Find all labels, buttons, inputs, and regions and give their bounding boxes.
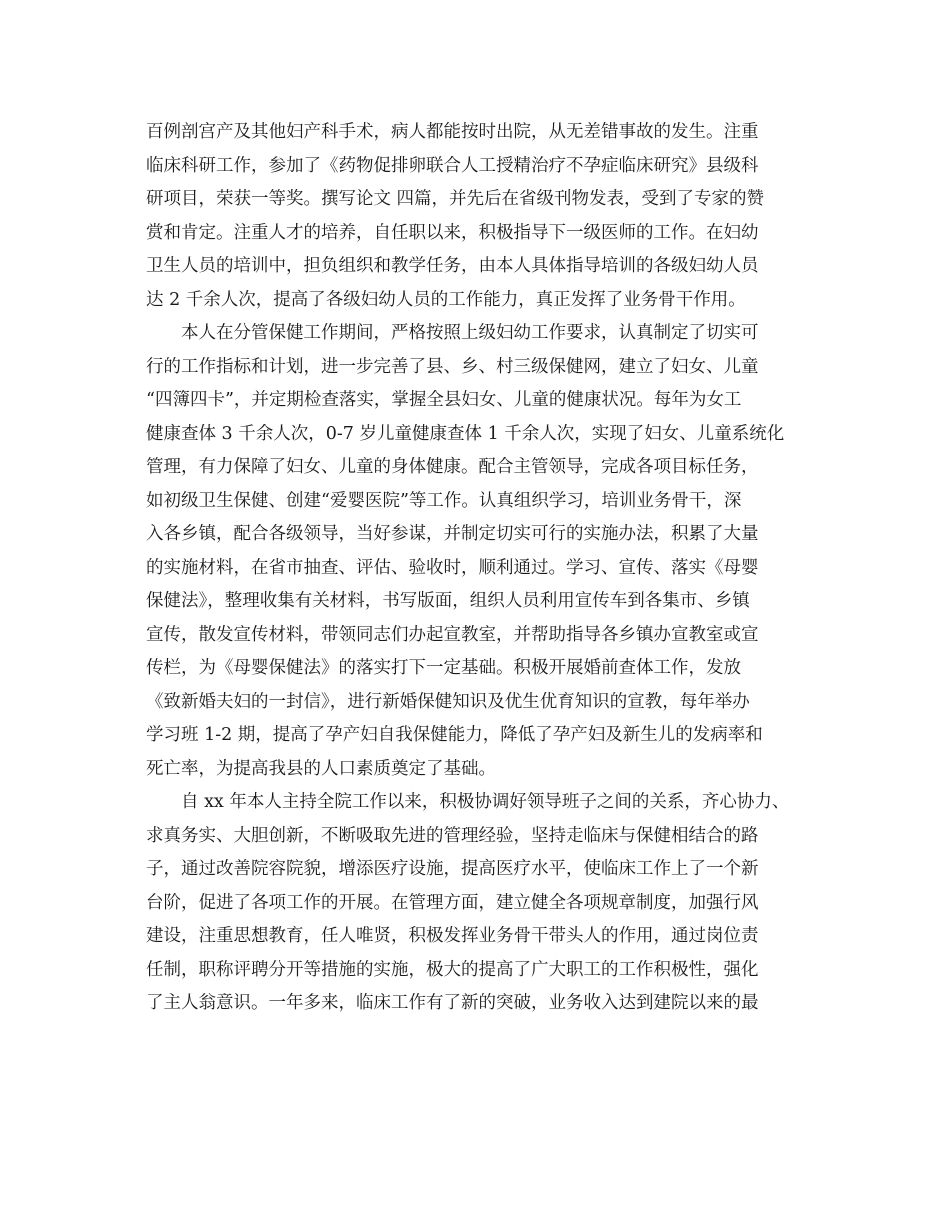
text-line: 百例剖宫产及其他妇产科手术，病人都能按时出院，从无差错事故的发生。注重 [146,122,759,142]
text-line: 台阶，促进了各项工作的开展。在管理方面，建立健全各项规章制度，加强行风 [146,892,759,913]
text-line: 保健法》，整理收集有关材料，书写版面，组织人员利用宣传车到各集市、乡镇 [146,591,750,611]
text-line: 宣传，散发宣传材料，带领同志们办起宣教室，并帮助指导各乡镇办宣教室或宣 [146,624,759,645]
text-line: 死亡率，为提高我县的人口素质奠定了基础。 [146,758,496,779]
text-line: 管理，有力保障了妇女、儿童的身体健康。配合主管领导，完成各项目标任务， [146,457,759,477]
text-line: 临床科研工作，参加了《药物促排卵联合人工授精治疗不孕症临床研究》县级科 [146,155,759,176]
text-line: 研项目，荣获一等奖。撰写论文 四篇，并先后在省级刊物发表，受到了专家的赞 [146,189,765,209]
text-line: 了主人翁意识。一年多来，临床工作有了新的突破，业务收入达到建院以来的最 [146,993,759,1013]
text-line: 子，通过改善院容院貌，增添医疗设施，提高医疗水平，使临床工作上了一个新 [146,859,759,879]
text-line: 学习班 1-2 期，提高了孕产妇自我保健能力，降低了孕产妇及新生儿的发病率和 [146,725,763,745]
text-line: “四簿四卡”，并定期检查落实，掌握全县妇女、儿童的健康状况。每年为女工 [146,390,742,410]
text-line: 求真务实、大胆创新，不断吸取先进的管理经验，坚持走临床与保健相结合的路 [146,825,759,846]
text-line: 如初级卫生保健、创建“爱婴医院”等工作。认真组织学习，培训业务骨干，深 [146,490,742,511]
text-line: 入各乡镇，配合各级领导，当好参谋，并制定切实可行的实施办法，积累了大量 [146,524,759,544]
text-line: 健康查体 3 千余人次，0-7 岁儿童健康查体 1 千余人次，实现了妇女、儿童系统化 [146,423,785,444]
text-line: 的实施材料，在省市抽查、评估、验收时，顺利通过。学习、宣传、落实《母婴 [146,557,759,578]
text-line: 建设，注重思想教育，任人唯贤，积极发挥业务骨干带头人的作用，通过岗位责 [146,926,759,946]
paragraph-start-line: 本人在分管保健工作期间，严格按照上级妇幼工作要求，认真制定了切实可 [181,323,759,343]
text-line: 行的工作指标和计划，进一步完善了县、乡、村三级保健网，建立了妇女、儿童 [146,356,759,377]
text-line: 传栏，为《母婴保健法》的落实打下一定基础。积极开展婚前查体工作，发放 [146,658,741,678]
document-body [146,116,806,1021]
text-line: 达 2 千余人次，提高了各级妇幼人员的工作能力，真正发挥了业务骨干作用。 [146,289,746,310]
text-line: 《致新婚夫妇的一封信》，进行新婚保健知识及优生优育知识的宣教，每年举办 [146,691,750,712]
text-line: 卫生人员的培训中，担负组织和教学任务，由本人具体指导培训的各级妇幼人员 [146,256,759,276]
text-line: 赏和肯定。注重人才的培养，自任职以来，积极指导下一级医师的工作。在妇幼 [146,222,759,243]
text-line: 任制，职称评聘分开等措施的实施，极大的提高了广大职工的工作积极性，强化 [146,959,759,980]
paragraph-start-line: 自 xx 年本人主持全院工作以来，积极协调好领导班子之间的关系，齐心协力、 [181,792,790,812]
